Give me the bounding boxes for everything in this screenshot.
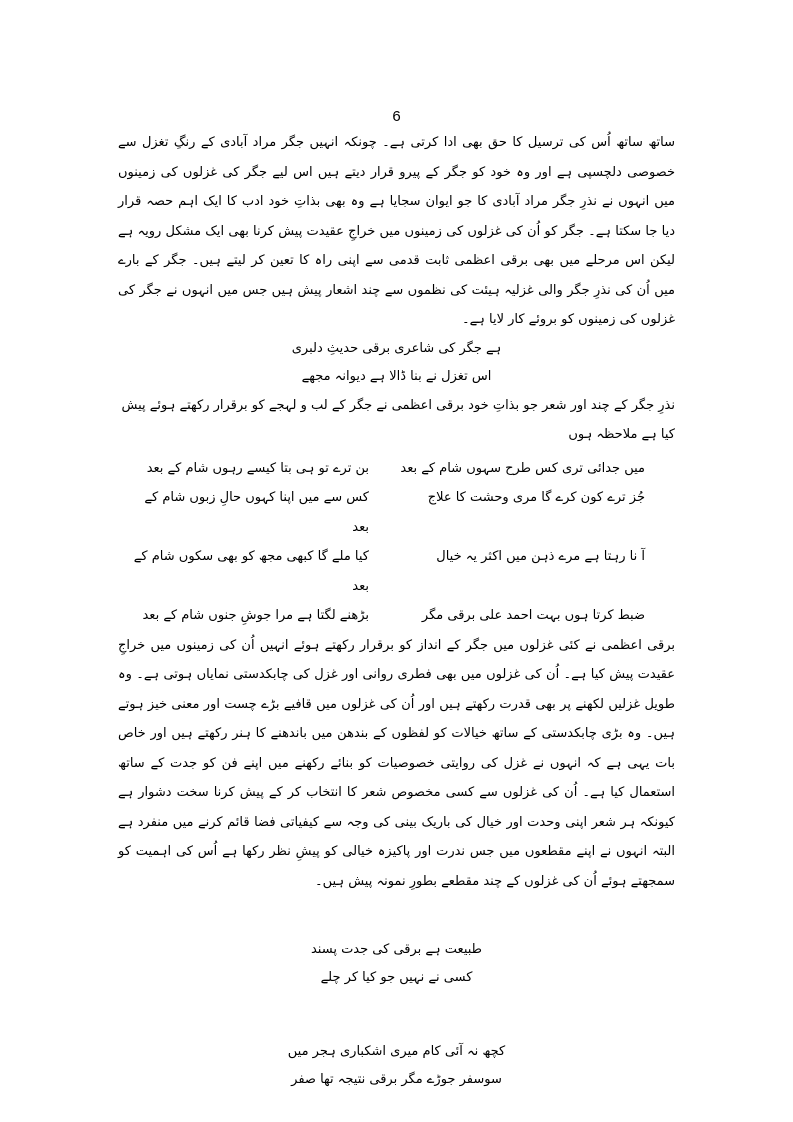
maqta-2-line-2: سوسفر جوڑے مگر برقی نتیجہ تھا صفر <box>291 1072 502 1087</box>
paragraph-2: برقی اعظمی نے کئی غزلوں میں جگر کے انداز کو برقرار رکھتے ہوئے انہیں اُن کی زمینوں میں خراجِ عقیدت پیش کیا ہے۔ اُن کی غزلوں میں بھی فطری روانی اور غزل کی چابکدستی نمایاں ہوتی ہے۔ وہ طویل غزلیں لکھنے پر بھی قدرت رکھتے ہیں اور اُن کی غزلوں میں قافیے بڑے چست اور معنی خیز ہوتے ہیں۔ وہ بڑی چابکدستی کے ساتھ خیالات کو لفظوں کے بندھن میں باندھنے کا ہنر رکھتے ہیں اور خاص بات یہی ہے کہ انہوں نے غزل کی روایتی خصوصیات کو بنائے رکھنے میں اپنے فن کو جدت کے ساتھ استعمال کیا ہے۔ اُن کی غزلوں سے کسی مخصوص شعر کا انتخاب کر کے پیش کرنا سخت دشوار ہے کیونکہ ہر شعر اپنی وحدت اور خیال کی باریک بینی کی وجہ سے کیفیاتی فضا قائم کرنے میں منفرد ہے البتہ انہوں نے اپنے مقطعوں میں جس ندرت اور پاکیزہ خیالی کو پیشِ نظر رکھا ہے اُس کی اہمیت کو سمجھتے ہوئے اُن کی غزلوں کے چند مقطعے بطورِ نمونہ پیش ہیں۔ <box>118 637 675 889</box>
maqta-1-line-2: کسی نے نہیں جو کیا کر چلے <box>320 970 473 985</box>
couplet-misra-2: کس سے میں اپنا کہوں حالِ زبوں شام کے بعد <box>144 490 369 535</box>
couplet-misra-2: کیا ملے گا کبھی مجھ کو بھی سکوں شام کے بعد <box>133 549 369 594</box>
ghazal-couplets <box>118 454 675 631</box>
verse-1 <box>118 335 675 391</box>
intro-paragraph-2: نذرِ جگر کے چند اور شعر جو بذاتِ خود برقی اعظمی نے جگر کے لب و لہجے کو برقرار رکھتے ہوئے پیش کیا ہے ملاحظہ ہوں <box>121 397 675 442</box>
paragraph-1: ساتھ ساتھ اُس کی ترسیل کا حق بھی ادا کرتی ہے۔ چونکہ انہیں جگر مراد آبادی کے رنگِ تغزل سے خصوصی دلچسپی ہے اور وہ خود کو جگر کے پیرو قرار دیتے ہیں اس لیے جگر کی غزلوں کی زمینوں میں انہوں نے نذرِ جگر مراد آبادی کا جو ایوان سجایا ہے وہ بھی بذاتِ خود ادب کا ایک اہم حصہ قرار دیا جا سکتا ہے۔ جگر کو اُن کی غزلوں کی زمینوں میں خراجِ عقیدت پیش کرنا بھی ایک مشکل رویہ ہے لیکن اس مرحلے میں بھی برقی اعظمی ثابت قدمی سے اپنی راہ کا تعین کر لیتے ہیں۔ جگر کے بارے میں اُن کی نذرِ جگر والی غزلیہ ہیئت کی نظموں سے چند اشعار پیش ہیں جس میں انہوں نے جگر کی غزلوں کی زمینوں کو بروئے کار لایا ہے۔ <box>118 135 675 327</box>
verse-1-line-2: اس تغزل نے بنا ڈالا ہے دیوانہ مجھے <box>301 368 492 384</box>
maqta-1 <box>118 936 675 992</box>
maqta-1-line-1: طبیعت ہے برقی کی جدت پسند <box>310 942 483 957</box>
document-body <box>118 128 675 1094</box>
couplet-misra-1: ضبط کرتا ہوں بہت احمد علی برقی مگر <box>421 608 645 623</box>
couplet-row <box>118 454 645 484</box>
couplet-misra-2: بڑھنے لگتا ہے مرا جوشِ جنوں شام کے بعد <box>142 608 369 623</box>
couplet-misra-1: آ نا رہتا ہے مرے ذہن میں اکثر یہ خیال <box>436 549 645 564</box>
couplet-misra-2: بن ترے تو ہی بتا کیسے رہوں شام کے بعد <box>146 460 369 476</box>
couplet-row <box>118 542 645 601</box>
couplet-misra-1: میں جدائی تری کس طرح سہوں شام کے بعد <box>400 460 645 476</box>
verse-1-line-1: ہے جگر کی شاعری برقی حدیثِ دلبری <box>291 340 502 356</box>
couplet-misra-1: جُز ترے کون کرے گا مری وحشت کا علاج <box>427 490 645 505</box>
maqta-2 <box>118 1038 675 1094</box>
page-number: 6 <box>392 108 401 125</box>
maqta-2-line-1: کچھ نہ آئی کام میری اشکباری ہجر میں <box>287 1044 506 1059</box>
couplet-row <box>118 483 645 542</box>
couplet-row <box>118 601 645 631</box>
